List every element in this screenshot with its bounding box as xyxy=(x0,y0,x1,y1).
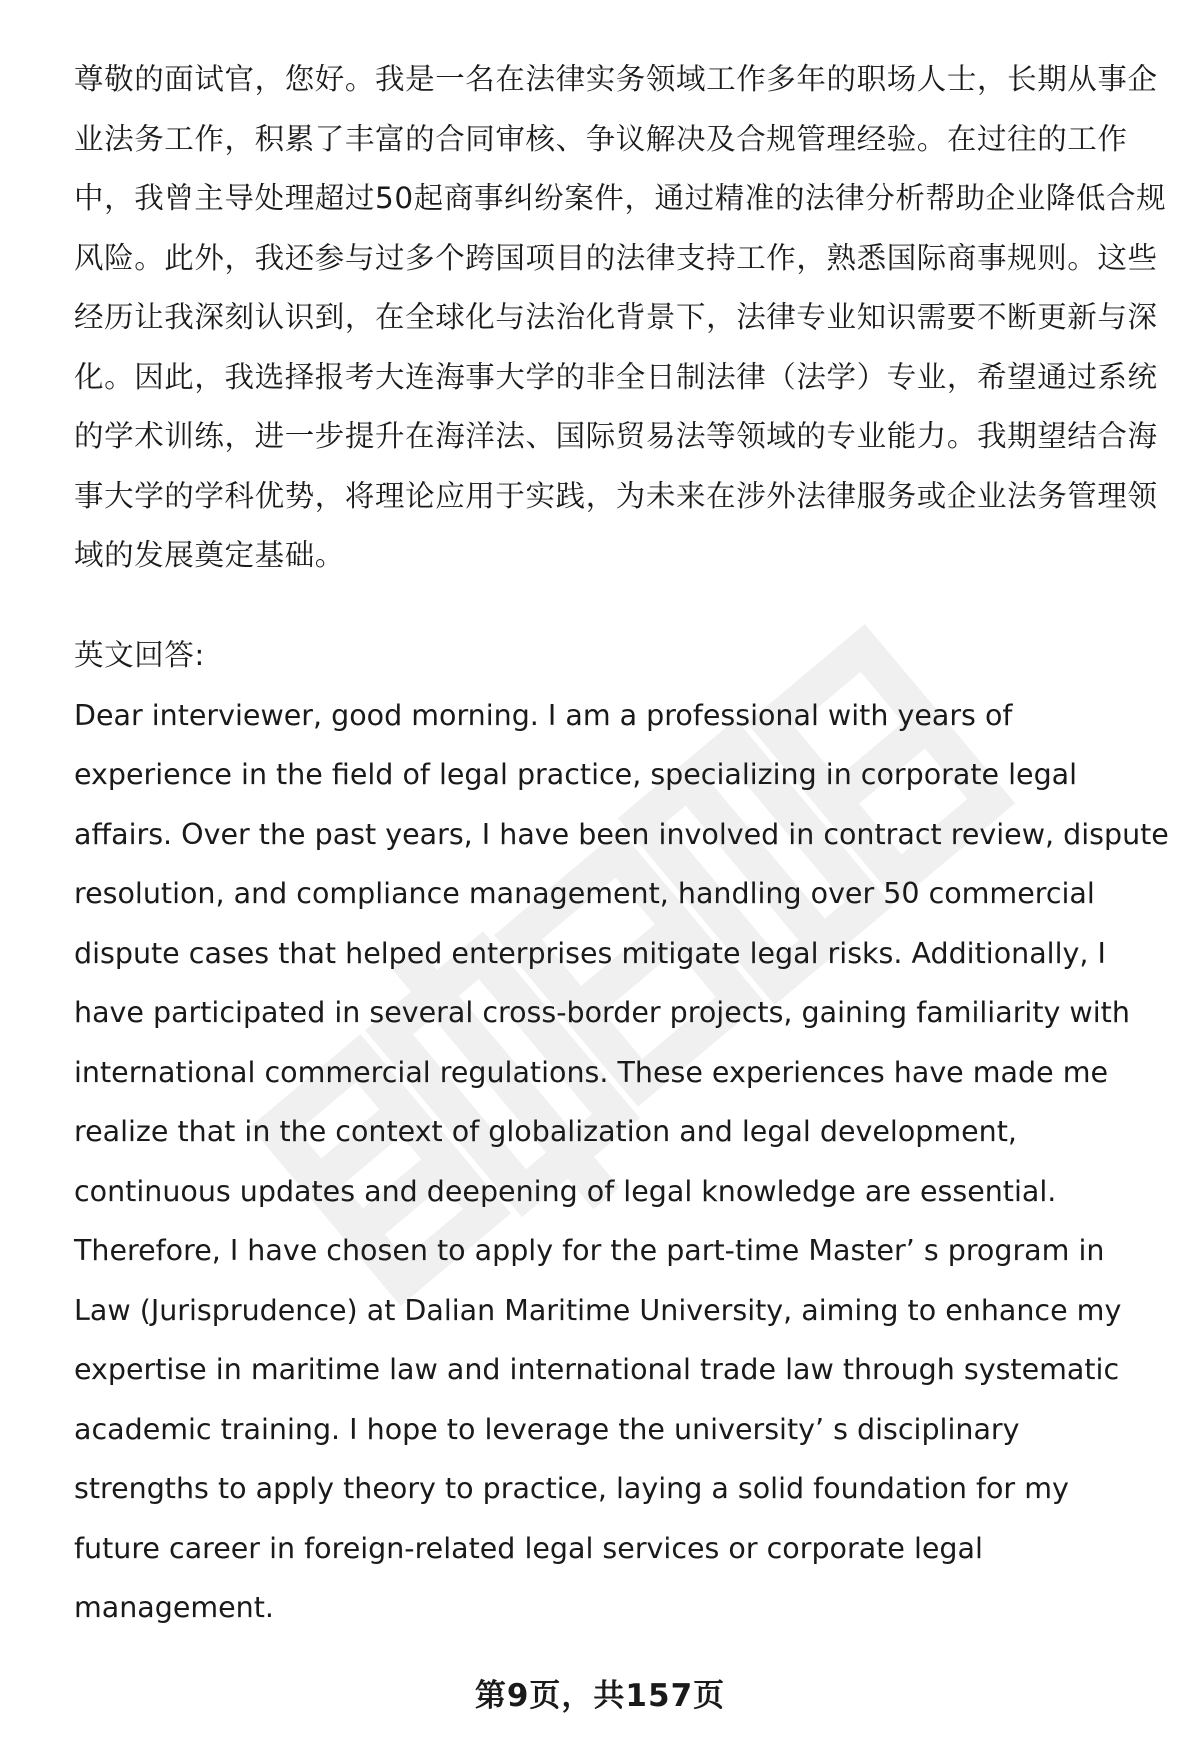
chinese-answer-line: 的学术训练，进一步提升在海洋法、国际贸易法等领域的专业能力。我期望结合海 xyxy=(74,419,1158,453)
chinese-answer-line: 经历让我深刻认识到，在全球化与法治化背景下，法律专业知识需要不断更新与深 xyxy=(74,300,1158,334)
chinese-answer-line: 中，我曾主导处理超过50起商事纠纷案件，通过精准的法律分析帮助企业降低合规 xyxy=(74,181,1167,215)
english-answer-line: academic training. I hope to leverage the university’ s disciplinary xyxy=(74,1412,1020,1446)
english-answer-line: Therefore, I have chosen to apply for the part-time Master’ s program in xyxy=(74,1234,1105,1267)
chinese-answer-line: 业法务工作，积累了丰富的合同审核、争议解决及合规管理经验。在过往的工作 xyxy=(74,121,1128,156)
english-answer-line: dispute cases that helped enterprises mitigate legal risks. Additionally, I xyxy=(74,936,1106,970)
english-answer-line: realize that in the context of globalization and legal development, xyxy=(74,1115,1017,1148)
chinese-answer-line: 尊敬的面试官，您好。我是一名在法律实务领域工作多年的职场人士，长期从事企 xyxy=(74,62,1158,96)
page-number-footer: 第9页，共157页 xyxy=(474,1678,726,1714)
english-answer-line: continuous updates and deepening of legal knowledge are essential. xyxy=(74,1174,1057,1208)
english-answer-line: experience in the field of legal practice, specializing in corporate legal xyxy=(74,758,1078,791)
chinese-answer-line: 化。因此，我选择报考大连海事大学的非全日制法律（法学）专业，希望通过系统 xyxy=(74,359,1158,394)
english-answer-line: resolution, and compliance management, handling over 50 commercial xyxy=(74,877,1095,910)
chinese-answer-line: 事大学的学科优势，将理论应用于实践，为未来在涉外法律服务或企业法务管理领 xyxy=(74,478,1158,513)
chinese-answer-line: 域的发展奠定基础。 xyxy=(74,538,345,572)
english-answer-line: affairs. Over the past years, I have been involved in contract review, dispute xyxy=(74,817,1169,851)
english-answer-line: Dear interviewer, good morning. I am a professional with years of xyxy=(74,698,1013,732)
paragraph-spacer xyxy=(74,586,1144,624)
english-answer-line: management. xyxy=(74,1591,274,1624)
english-answer-line: Law (Jurisprudence) at Dalian Maritime University, aiming to enhance my xyxy=(74,1293,1122,1327)
english-answer-line: future career in foreign-related legal services or corporate legal xyxy=(74,1531,983,1565)
english-answer-label: 英文回答: xyxy=(74,637,205,672)
document-body xyxy=(74,50,1169,1638)
english-answer-line: expertise in maritime law and international trade law through systematic xyxy=(74,1353,1120,1386)
english-answer-line: have participated in several cross-border projects, gaining familiarity with xyxy=(74,996,1130,1029)
english-answer-paragraph xyxy=(74,686,1169,1638)
chinese-answer-line: 风险。此外，我还参与过多个跨国项目的法律支持工作，熟悉国际商事规则。这些 xyxy=(74,240,1158,275)
chinese-answer-paragraph xyxy=(74,50,1167,586)
english-answer-line: strengths to apply theory to practice, laying a solid foundation for my xyxy=(74,1472,1069,1505)
english-answer-line: international commercial regulations. These experiences have made me xyxy=(74,1055,1108,1089)
